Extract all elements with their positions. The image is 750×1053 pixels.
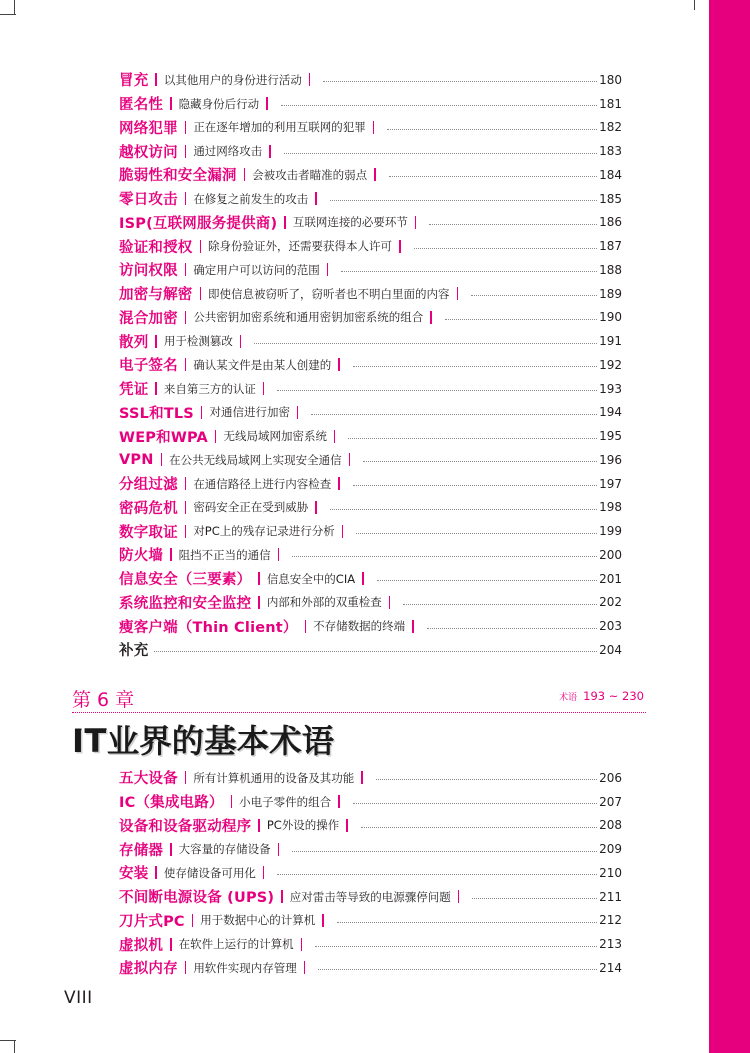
separator-bar [185, 311, 187, 324]
description: 确定用户可以访问的范围 [193, 262, 320, 277]
description: PC外设的操作 [266, 818, 340, 833]
separator-bar [244, 168, 246, 181]
toc-entry[interactable] [119, 329, 622, 353]
separator-bar [201, 406, 203, 419]
description: 内部和外部的双重检查 [266, 595, 382, 610]
term: 瘦客户端（Thin Client） [119, 619, 298, 636]
separator-bar [338, 795, 340, 808]
term: 补充 [119, 643, 149, 660]
separator-bar [361, 771, 363, 784]
term: 安装 [119, 866, 149, 883]
description: 以其他用户的身份进行活动 [163, 72, 302, 87]
dot-leader [311, 414, 597, 415]
chapter-title: IT业界的基本术语 [72, 722, 335, 760]
description: 在修复之前发生的攻击 [193, 191, 309, 206]
toc-entry[interactable] [119, 92, 622, 116]
page-number: 184 [599, 167, 622, 182]
dot-leader [403, 604, 597, 605]
toc-entry[interactable] [119, 861, 622, 885]
dot-leader [284, 153, 597, 154]
separator-bar [458, 890, 460, 903]
term: 零日攻击 [119, 192, 178, 209]
separator-bar [346, 819, 348, 832]
term: 虚拟内存 [119, 961, 178, 978]
separator-bar [185, 477, 187, 490]
separator-bar [263, 382, 265, 395]
description: 小电子零件的组合 [239, 794, 332, 809]
description: 对PC上的残存记录进行分析 [193, 524, 335, 539]
description: 用于数据中心的计算机 [200, 913, 316, 928]
description: 使存储设备可用化 [163, 865, 256, 880]
description: 应对雷击等导致的电源骤停问题 [289, 889, 451, 904]
description: 大容量的存储设备 [178, 842, 271, 857]
dot-leader [341, 271, 597, 272]
term: 凭证 [119, 382, 149, 399]
term: IC（集成电路） [119, 795, 224, 812]
term: 访问权限 [119, 263, 178, 280]
toc-entry[interactable] [119, 234, 622, 258]
separator-bar [266, 97, 268, 110]
separator-bar [170, 548, 172, 561]
separator-bar [322, 914, 324, 927]
term: 刀片式PC [119, 913, 185, 930]
description: 正在逐年增加的利用互联网的犯罪 [193, 120, 366, 135]
dot-leader [281, 105, 597, 106]
separator-bar [185, 358, 187, 371]
separator-bar [185, 501, 187, 514]
separator-bar [161, 453, 163, 466]
toc-entry[interactable] [119, 790, 622, 814]
crop-mark [0, 14, 16, 15]
dot-leader [471, 295, 597, 296]
separator-bar [315, 501, 317, 514]
toc-entry[interactable] [119, 401, 622, 425]
description: 来自第三方的认证 [163, 381, 256, 396]
separator-bar [457, 287, 459, 300]
page-number: 202 [599, 595, 622, 610]
term: 越权访问 [119, 144, 178, 161]
separator-bar [192, 914, 194, 927]
dot-leader [277, 390, 597, 391]
page-number: 210 [599, 865, 622, 880]
toc-entry[interactable] [119, 377, 622, 401]
separator-bar [185, 121, 187, 134]
separator-bar [200, 287, 202, 300]
toc-entry[interactable] [119, 139, 622, 163]
page-number: 181 [599, 96, 622, 111]
term: 防火墙 [119, 548, 164, 565]
separator-bar [185, 192, 187, 205]
page-number: 183 [599, 144, 622, 159]
page-number: 206 [599, 770, 622, 785]
description: 隐藏身份后行动 [178, 96, 260, 111]
separator-bar [412, 620, 414, 633]
separator-bar [342, 525, 344, 538]
description: 即使信息被窃听了，窃听者也不明白里面的内容 [208, 286, 450, 301]
description: 用软件实现内存管理 [193, 960, 297, 975]
dot-leader [330, 200, 597, 201]
page-number: 188 [599, 262, 622, 277]
toc-entry[interactable] [119, 472, 622, 496]
description: 会被攻击者瞄准的弱点 [252, 167, 368, 182]
dot-leader [376, 779, 597, 780]
term: 五大设备 [119, 771, 178, 788]
toc-entry[interactable] [119, 591, 622, 615]
dot-leader [353, 803, 597, 804]
page-number: 186 [599, 215, 622, 230]
term: 设备和设备驱动程序 [119, 818, 252, 835]
chapter-header [72, 684, 646, 713]
description: 无线局域网加密系统 [223, 429, 327, 444]
page-number: 200 [599, 547, 622, 562]
description: 在公共无线局域网上实现安全通信 [169, 452, 342, 467]
separator-bar [155, 73, 157, 86]
dot-leader [389, 176, 597, 177]
dot-leader [445, 319, 597, 320]
page-number: 201 [599, 571, 622, 586]
dot-leader [429, 224, 597, 225]
term: 散列 [119, 334, 149, 351]
toc-entry[interactable] [119, 448, 622, 472]
separator-bar [389, 596, 391, 609]
separator-bar [362, 572, 364, 585]
term: 系统监控和安全监控 [119, 595, 252, 612]
term: 混合加密 [119, 310, 178, 327]
dot-leader [315, 946, 597, 947]
chapter-label: 第 6 章 [72, 689, 135, 711]
term: 分组过滤 [119, 477, 178, 494]
separator-bar [349, 453, 351, 466]
crop-mark [14, 1041, 15, 1053]
description: 用于检测篡改 [163, 334, 233, 349]
crop-mark [14, 0, 15, 14]
page-number: 180 [599, 72, 622, 87]
dot-leader [353, 366, 597, 367]
separator-bar [284, 216, 286, 229]
separator-bar [240, 335, 242, 348]
page-number: 192 [599, 357, 622, 372]
page-number: 208 [599, 818, 622, 833]
page-number: 182 [599, 120, 622, 135]
toc-entry[interactable] [119, 567, 622, 591]
toc-entry[interactable] [119, 614, 622, 638]
thumb-index-bar [709, 0, 750, 1053]
dot-leader [292, 556, 597, 557]
separator-bar [185, 263, 187, 276]
description: 信息安全中的CIA [266, 571, 356, 586]
chapter-range-pages: 193 ~ 230 [583, 689, 644, 703]
page-number: 190 [599, 310, 622, 325]
term: VPN [119, 451, 154, 468]
description: 除身份验证外，还需要获得本人许可 [208, 239, 392, 254]
page-number: 198 [599, 500, 622, 515]
separator-bar [263, 866, 265, 879]
toc-entry[interactable] [119, 258, 622, 282]
separator-bar [170, 938, 172, 951]
term: 验证和授权 [119, 239, 193, 256]
page-number: 203 [599, 619, 622, 634]
dot-leader [361, 827, 597, 828]
term: 虚拟机 [119, 937, 164, 954]
description: 阻挡不正当的通信 [178, 547, 271, 562]
chapter-range-prefix: 术语 [559, 693, 578, 703]
dot-leader [277, 874, 597, 875]
dot-leader [427, 628, 597, 629]
separator-bar [170, 843, 172, 856]
page-number: 191 [599, 334, 622, 349]
toc-entry[interactable] [119, 519, 622, 543]
toc-entry-supplement[interactable] [119, 638, 622, 662]
page-number: 197 [599, 476, 622, 491]
dot-leader [323, 81, 597, 82]
description: 所有计算机通用的设备及其功能 [193, 770, 355, 785]
separator-bar [309, 73, 311, 86]
separator-bar [278, 843, 280, 856]
description: 在通信路径上进行内容检查 [193, 476, 332, 491]
dot-leader [330, 509, 597, 510]
toc-entry[interactable] [119, 68, 622, 92]
description: 不存储数据的终端 [313, 619, 406, 634]
term: 脆弱性和安全漏洞 [119, 168, 237, 185]
separator-bar [315, 192, 317, 205]
separator-bar [185, 525, 187, 538]
page-number: 209 [599, 842, 622, 857]
description: 密码安全正在受到威胁 [193, 500, 309, 515]
term: 信息安全（三要素） [119, 572, 252, 589]
term: 电子签名 [119, 358, 178, 375]
separator-bar [155, 335, 157, 348]
description: 互联网连接的必要环节 [292, 215, 408, 230]
toc-entry[interactable] [119, 353, 622, 377]
separator-bar [373, 121, 375, 134]
dot-leader [353, 485, 597, 486]
dot-leader [377, 580, 597, 581]
dot-leader [292, 851, 597, 852]
separator-bar [258, 819, 260, 832]
toc-entry[interactable] [119, 282, 622, 306]
crop-mark [694, 0, 695, 10]
description: 对通信进行加密 [209, 405, 290, 420]
separator-bar [415, 216, 417, 229]
separator-bar [185, 961, 187, 974]
page-number: 211 [599, 889, 622, 904]
toc-entry[interactable] [119, 116, 622, 140]
term: ISP(互联网服务提供商) [119, 215, 278, 232]
toc-entry[interactable] [119, 163, 622, 187]
toc-entry[interactable] [119, 496, 622, 520]
toc-entry[interactable] [119, 306, 622, 330]
dot-leader [387, 129, 597, 130]
page-number: 189 [599, 286, 622, 301]
term: 冒充 [119, 73, 149, 90]
dot-leader [414, 248, 598, 249]
separator-bar [231, 795, 233, 808]
term: WEP和WPA [119, 429, 208, 446]
dot-leader [348, 438, 597, 439]
dot-leader [472, 898, 597, 899]
toc-entry[interactable] [119, 814, 622, 838]
term: 密码危机 [119, 500, 178, 517]
term: 存储器 [119, 842, 164, 859]
term: 匿名性 [119, 97, 164, 114]
dot-leader [363, 461, 597, 462]
toc-entry[interactable] [119, 837, 622, 861]
page-number: 214 [599, 960, 622, 975]
toc-entry[interactable] [119, 211, 622, 235]
separator-bar [269, 145, 271, 158]
dot-leader [318, 969, 597, 970]
page-number: 199 [599, 524, 622, 539]
page-number: 185 [599, 191, 622, 206]
separator-bar [430, 311, 432, 324]
description: 在软件上运行的计算机 [178, 937, 294, 952]
separator-bar [374, 168, 376, 181]
chapter-range [559, 689, 644, 703]
dot-leader [337, 922, 597, 923]
toc-entry[interactable] [119, 956, 622, 980]
term: 加密与解密 [119, 287, 193, 304]
dot-leader [154, 651, 597, 652]
separator-bar [327, 263, 329, 276]
page-number: 187 [599, 239, 622, 254]
term: 网络犯罪 [119, 120, 178, 137]
separator-bar [155, 866, 157, 879]
separator-bar [297, 406, 299, 419]
description: 确认某文件是由某人创建的 [193, 357, 332, 372]
separator-bar [304, 961, 306, 974]
separator-bar [281, 890, 283, 903]
separator-bar [170, 97, 172, 110]
toc-entry[interactable] [119, 424, 622, 448]
separator-bar [338, 358, 340, 371]
page-number: 207 [599, 794, 622, 809]
page-number: 213 [599, 937, 622, 952]
toc-entry[interactable] [119, 909, 622, 933]
separator-bar [155, 382, 157, 395]
toc-entry[interactable] [119, 187, 622, 211]
toc-entry[interactable] [119, 766, 622, 790]
dot-leader [254, 343, 597, 344]
toc-list [119, 68, 622, 662]
page-number: 212 [599, 913, 622, 928]
separator-bar [338, 477, 340, 490]
separator-bar [215, 430, 217, 443]
term: SSL和TLS [119, 405, 194, 422]
term: 不间断电源设备 (UPS) [119, 890, 275, 907]
toc-entry[interactable] [119, 885, 622, 909]
separator-bar [301, 938, 303, 951]
separator-bar [185, 771, 187, 784]
toc-entry[interactable] [119, 932, 622, 956]
separator-bar [185, 145, 187, 158]
separator-bar [305, 620, 307, 633]
separator-bar [200, 240, 202, 253]
page-number: 196 [599, 452, 622, 467]
page-number: 193 [599, 381, 622, 396]
page-number: 194 [599, 405, 622, 420]
description: 通过网络攻击 [193, 144, 263, 159]
separator-bar [399, 240, 401, 253]
page-number: 195 [599, 429, 622, 444]
separator-bar [278, 548, 280, 561]
term: 数字取证 [119, 524, 178, 541]
separator-bar [258, 596, 260, 609]
separator-bar [258, 572, 260, 585]
page-folio: VIII [64, 988, 93, 1008]
dot-leader [356, 533, 597, 534]
description: 公共密钥加密系统和通用密钥加密系统的组合 [193, 310, 424, 325]
separator-bar [334, 430, 336, 443]
toc-list [119, 766, 622, 980]
page-number: 204 [599, 642, 622, 657]
toc-entry[interactable] [119, 543, 622, 567]
